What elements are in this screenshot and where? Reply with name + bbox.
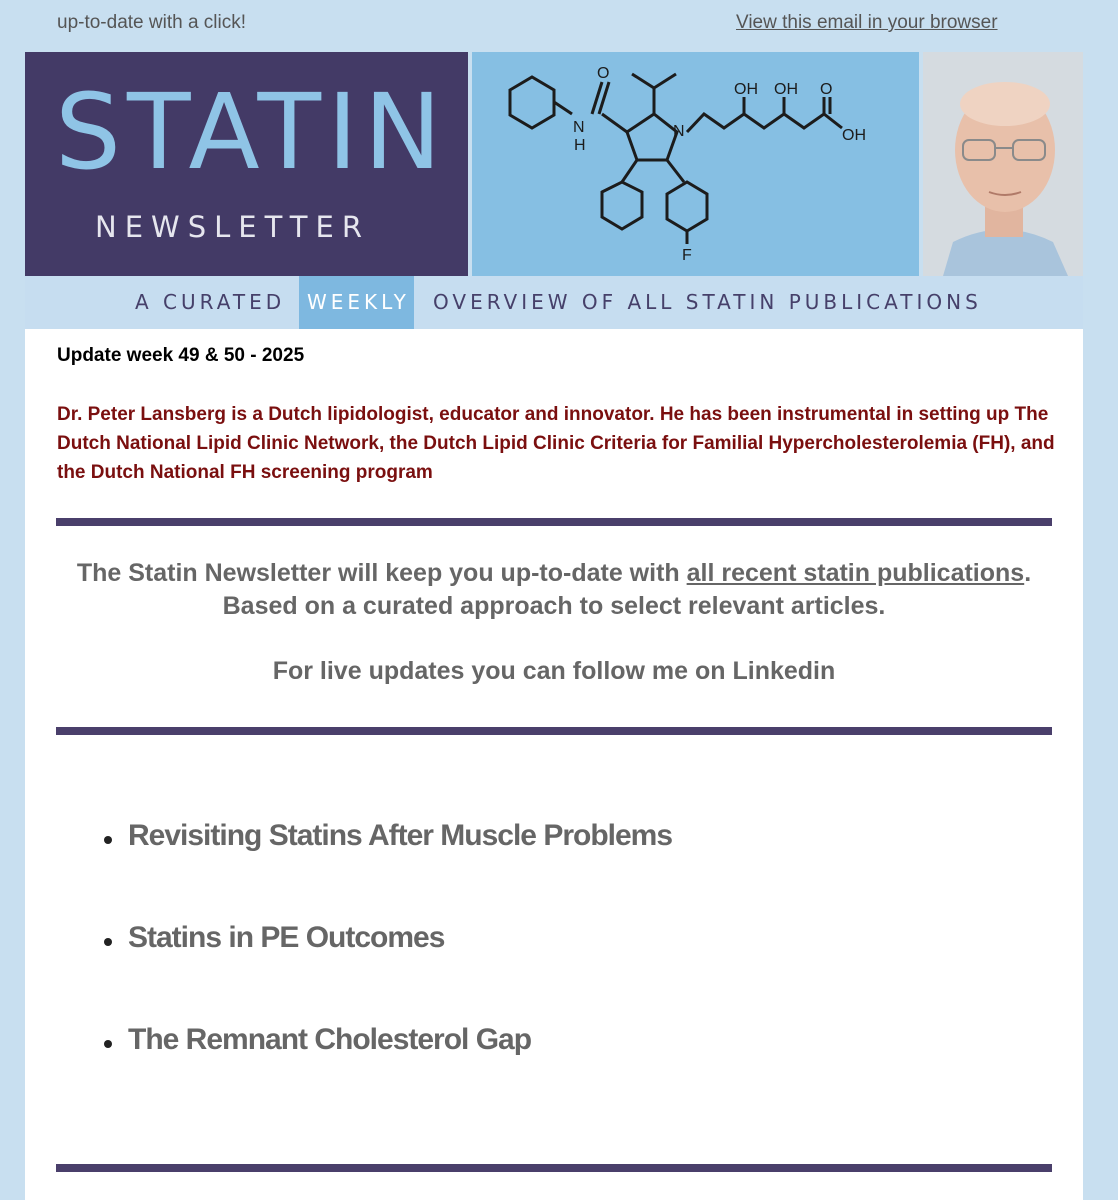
all-publications-link[interactable]: all recent statin publications: [686, 559, 1025, 587]
header-banner: [25, 52, 1083, 329]
intro-before: The Statin Newsletter will keep you up-to-date with: [76, 559, 687, 587]
portrait-icon: [923, 52, 1083, 276]
intro-after: . Based on a curated approach to select relevant articles.: [222, 559, 1032, 620]
amide-o-label: O: [597, 65, 610, 82]
logo-block: [25, 52, 468, 276]
preheader-text: up-to-date with a click!: [57, 12, 247, 33]
bullet-icon: [104, 938, 112, 946]
follow-linkedin-text: For live updates you can follow me on Linkedin: [272, 657, 836, 685]
newsletter-body: [25, 329, 1083, 1200]
intro-text: [56, 557, 1052, 623]
tagline-weekly: WEEKLY: [299, 276, 414, 329]
logo-subtitle: NEWSLETTER: [95, 210, 370, 244]
divider: [56, 727, 1052, 735]
atorvastatin-structure-icon: [472, 52, 919, 276]
pyrrole-n-label: N: [673, 123, 685, 140]
tagline-curated: A CURATED: [135, 290, 286, 314]
update-week-heading: Update week 49 & 50 - 2025: [57, 345, 305, 366]
article-title[interactable]: Statins in PE Outcomes: [128, 921, 445, 954]
tagline-bar: [25, 276, 1083, 329]
amide-h-label: H: [574, 137, 586, 154]
molecule-illustration: [472, 52, 919, 276]
hydroxyl-2-label: OH: [774, 81, 798, 98]
tagline-overview: OVERVIEW OF ALL STATIN PUBLICATIONS: [433, 290, 982, 314]
carbonyl-o-label: O: [820, 81, 833, 98]
divider: [56, 1164, 1052, 1172]
author-photo: [923, 52, 1083, 276]
view-in-browser-link[interactable]: View this email in your browser: [736, 12, 998, 33]
amide-n-label: N: [573, 119, 585, 136]
acid-oh-label: OH: [842, 127, 866, 144]
preheader-bar: [0, 0, 1118, 48]
bullet-icon: [104, 836, 112, 844]
bullet-icon: [104, 1040, 112, 1048]
article-title[interactable]: Revisiting Statins After Muscle Problems: [128, 819, 673, 852]
fluorine-label: F: [682, 247, 692, 264]
hydroxyl-1-label: OH: [734, 81, 758, 98]
author-bio: Dr. Peter Lansberg is a Dutch lipidologist, educator and innovator. He has been instrumental in setting up The Dutch National Lipid Clinic Network, the Dutch Lipid Clinic Criteria for Familial Hypercholesterolemia (FH), and the Dutch National FH screening program: [57, 404, 1055, 483]
article-title[interactable]: The Remnant Cholesterol Gap: [128, 1023, 532, 1056]
logo-title: STATIN: [55, 71, 448, 193]
divider: [56, 518, 1052, 526]
